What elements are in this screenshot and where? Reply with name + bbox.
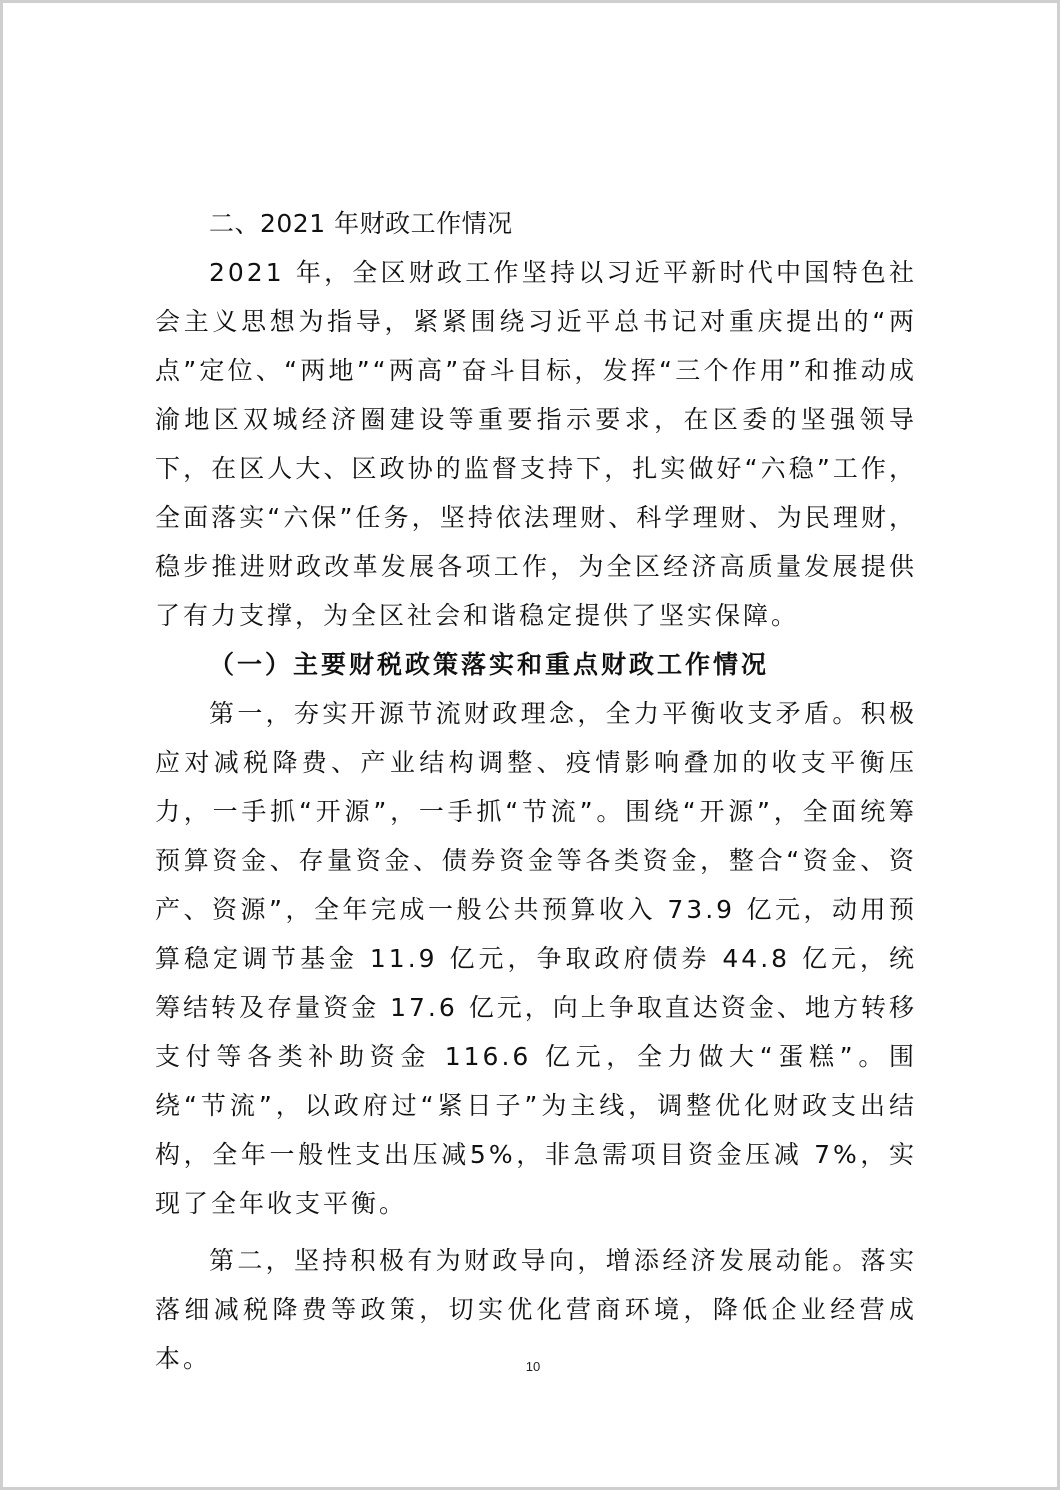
intro-paragraph: 2021 年，全区财政工作坚持以习近平新时代中国特色社会主义思想为指导，紧紧围绕习近平总书记对重庆提出的“两点”定位、“两地”“两高”奋斗目标，发挥“三个作用”和推动成渝地区双城经济圈建设等重要指示要求，在区委的坚强领导下，在区人大、区政协的监督支持下，扎实做好“六稳”工作，全面落实“六保”任务，坚持依法理财、科学理财、为民理财，稳步推进财政改革发展各项工作，为全区经济高质量发展提供了有力支撑，为全区社会和谐稳定提供了坚实保障。	[155, 258, 917, 630]
paragraph-spacer	[155, 1228, 917, 1236]
paragraph-second: 第二，坚持积极有为财政导向，增添经济发展动能。落实落细减税降费等政策，切实优化营商环境，降低企业经营成本。	[155, 1246, 917, 1373]
section-heading: 二、2021 年财政工作情况	[209, 209, 513, 238]
document-body	[155, 199, 917, 1383]
subsection-heading: （一）主要财税政策落实和重点财政工作情况	[209, 650, 770, 679]
paragraph-first: 第一，夯实开源节流财政理念，全力平衡收支矛盾。积极应对减税降费、产业结构调整、疫情影响叠加的收支平衡压力，一手抓“开源”，一手抓“节流”。围绕“开源”，全面统筹预算资金、存量资金、债券资金等各类资金，整合“资金、资产、资源”，全年完成一般公共预算收入 73.9 亿元，动用预算稳定调节基金 11.9 亿元，争取政府债券 44.8 亿元，统筹结转及存量资金 17.6 亿元，向上争取直达资金、地方转移支付等各类补助资金 116.6 亿元，全力做大“蛋糕”。围绕“节流”，以政府过“紧日子”为主线，调整优化财政支出结构，全年一般性支出压减5%，非急需项目资金压减 7%，实现了全年收支平衡。	[155, 699, 917, 1218]
page-number: 10	[525, 1359, 541, 1374]
